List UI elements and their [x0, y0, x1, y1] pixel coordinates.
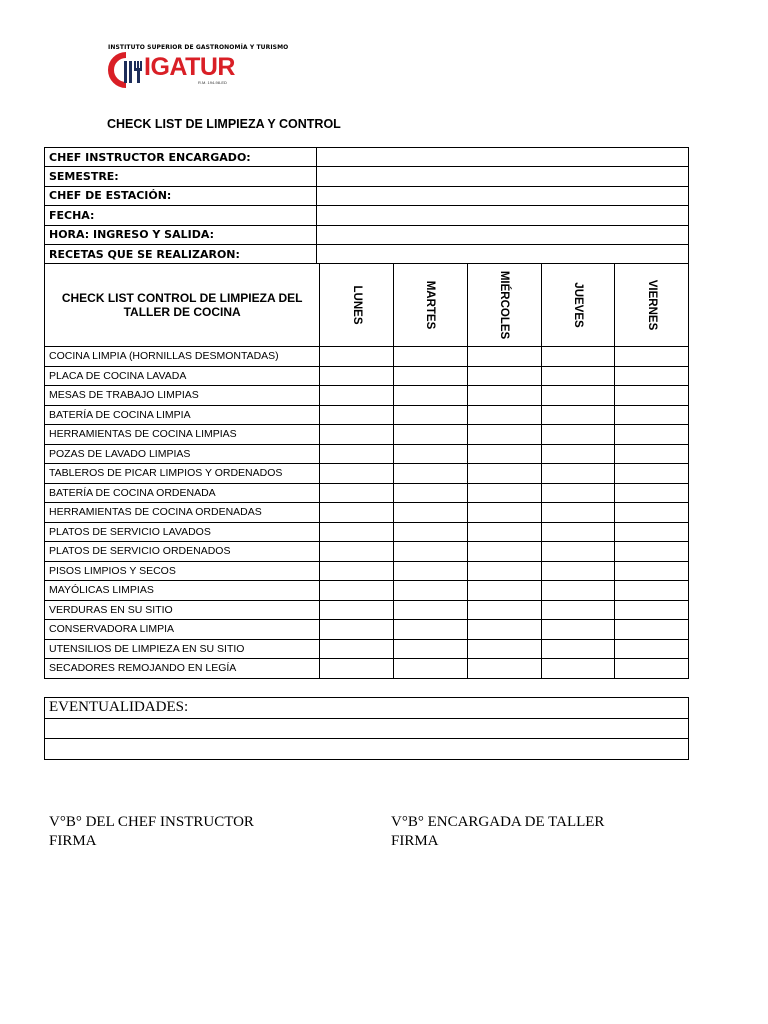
check-cell[interactable] [541, 483, 615, 503]
check-cell[interactable] [615, 405, 689, 425]
checklist-item-label: PLATOS DE SERVICIO LAVADOS [45, 522, 320, 542]
check-cell[interactable] [320, 405, 394, 425]
signature-firma: FIRMA [391, 833, 439, 849]
checklist-row [45, 386, 689, 406]
logo-registration: R.M. 194-98-ED [198, 80, 227, 85]
checklist-row [45, 483, 689, 503]
checklist-row [45, 581, 689, 601]
check-cell[interactable] [320, 600, 394, 620]
check-cell[interactable] [320, 561, 394, 581]
day-header-miercoles [467, 264, 541, 347]
info-value-field[interactable] [317, 244, 689, 263]
check-cell[interactable] [541, 405, 615, 425]
check-cell[interactable] [541, 542, 615, 562]
info-row [45, 148, 689, 167]
info-value-field[interactable] [317, 167, 689, 186]
check-cell[interactable] [320, 425, 394, 445]
check-cell[interactable] [467, 561, 541, 581]
check-cell[interactable] [541, 444, 615, 464]
info-label: CHEF INSTRUCTOR ENCARGADO: [45, 148, 317, 167]
check-cell[interactable] [467, 503, 541, 523]
eventualidades-line-field[interactable] [45, 718, 689, 739]
info-value-field[interactable] [317, 225, 689, 244]
info-label: HORA: INGRESO Y SALIDA: [45, 225, 317, 244]
info-value-field[interactable] [317, 186, 689, 205]
check-cell[interactable] [467, 542, 541, 562]
check-cell[interactable] [615, 620, 689, 640]
info-row [45, 244, 689, 263]
eventualidades-header-row [45, 698, 689, 719]
checklist-row [45, 600, 689, 620]
check-cell[interactable] [394, 425, 468, 445]
checklist-item-label: PLATOS DE SERVICIO ORDENADOS [45, 542, 320, 562]
document-title: CHECK LIST DE LIMPIEZA Y CONTROL [107, 117, 341, 131]
check-cell[interactable] [467, 483, 541, 503]
checklist-header-title: CHECK LIST CONTROL DE LIMPIEZA DEL TALLER DE COCINA [45, 264, 320, 347]
check-cell[interactable] [541, 503, 615, 523]
eventualidades-line-field[interactable] [45, 739, 689, 760]
info-row [45, 206, 689, 225]
check-cell[interactable] [467, 405, 541, 425]
check-cell[interactable] [615, 366, 689, 386]
check-cell[interactable] [394, 483, 468, 503]
check-cell[interactable] [467, 522, 541, 542]
check-cell[interactable] [320, 347, 394, 367]
check-cell[interactable] [615, 581, 689, 601]
checklist-item-label: PISOS LIMPIOS Y SECOS [45, 561, 320, 581]
day-header-lunes [320, 264, 394, 347]
check-cell[interactable] [467, 425, 541, 445]
day-label: MARTES [424, 280, 437, 330]
check-cell[interactable] [467, 620, 541, 640]
check-cell[interactable] [615, 522, 689, 542]
check-cell[interactable] [615, 639, 689, 659]
signature-chef-instructor [49, 813, 254, 851]
check-cell[interactable] [541, 366, 615, 386]
check-cell[interactable] [541, 659, 615, 679]
checklist-item-label: BATERÍA DE COCINA ORDENADA [45, 483, 320, 503]
checklist-row [45, 561, 689, 581]
check-cell[interactable] [615, 542, 689, 562]
check-cell[interactable] [394, 464, 468, 484]
check-cell[interactable] [394, 347, 468, 367]
check-cell[interactable] [394, 503, 468, 523]
check-cell[interactable] [467, 581, 541, 601]
check-cell[interactable] [394, 542, 468, 562]
check-cell[interactable] [615, 561, 689, 581]
checklist-row [45, 425, 689, 445]
check-cell[interactable] [394, 386, 468, 406]
eventualidades-line-row [45, 718, 689, 739]
info-row [45, 167, 689, 186]
check-cell[interactable] [615, 347, 689, 367]
info-label: FECHA: [45, 206, 317, 225]
info-row [45, 186, 689, 205]
check-cell[interactable] [394, 600, 468, 620]
check-cell[interactable] [541, 464, 615, 484]
checklist-row [45, 347, 689, 367]
chef-hat-fork-logo-icon [106, 52, 146, 88]
eventualidades-line-row [45, 739, 689, 760]
checklist-row [45, 659, 689, 679]
check-cell[interactable] [394, 366, 468, 386]
signature-title: V°B° DEL CHEF INSTRUCTOR [49, 814, 254, 830]
checklist-item-label: HERRAMIENTAS DE COCINA ORDENADAS [45, 503, 320, 523]
check-cell[interactable] [320, 639, 394, 659]
checklist-item-label: PLACA DE COCINA LAVADA [45, 366, 320, 386]
day-header-martes [394, 264, 468, 347]
check-cell[interactable] [320, 522, 394, 542]
info-table [44, 147, 689, 264]
check-cell[interactable] [320, 542, 394, 562]
igatur-logo [106, 44, 289, 94]
check-cell[interactable] [541, 620, 615, 640]
check-cell[interactable] [320, 464, 394, 484]
checklist-item-label: COCINA LIMPIA (HORNILLAS DESMONTADAS) [45, 347, 320, 367]
info-value-field[interactable] [317, 206, 689, 225]
check-cell[interactable] [541, 425, 615, 445]
signature-encargada-taller [391, 813, 604, 851]
check-cell[interactable] [394, 620, 468, 640]
check-cell[interactable] [467, 600, 541, 620]
check-cell[interactable] [541, 386, 615, 406]
signature-firma: FIRMA [49, 833, 97, 849]
check-cell[interactable] [320, 386, 394, 406]
eventualidades-label: EVENTUALIDADES: [45, 698, 689, 719]
check-cell[interactable] [394, 522, 468, 542]
check-cell[interactable] [541, 522, 615, 542]
check-cell[interactable] [320, 620, 394, 640]
signature-title: V°B° ENCARGADA DE TALLER [391, 814, 605, 830]
cleaning-checklist-table [44, 263, 689, 679]
check-cell[interactable] [394, 639, 468, 659]
check-cell[interactable] [394, 581, 468, 601]
checklist-item-label: BATERÍA DE COCINA LIMPIA [45, 405, 320, 425]
day-header-jueves [541, 264, 615, 347]
check-cell[interactable] [615, 464, 689, 484]
check-cell[interactable] [320, 483, 394, 503]
day-label: JUEVES [571, 282, 584, 328]
day-header-viernes [615, 264, 689, 347]
info-label: RECETAS QUE SE REALIZARON: [45, 244, 317, 263]
checklist-item-label: CONSERVADORA LIMPIA [45, 620, 320, 640]
check-cell[interactable] [541, 581, 615, 601]
info-row [45, 225, 689, 244]
checklist-row [45, 464, 689, 484]
check-cell[interactable] [615, 444, 689, 464]
check-cell[interactable] [467, 386, 541, 406]
checklist-row [45, 366, 689, 386]
checklist-row [45, 639, 689, 659]
check-cell[interactable] [467, 444, 541, 464]
check-cell[interactable] [320, 503, 394, 523]
info-label: CHEF DE ESTACIÓN: [45, 186, 317, 205]
check-cell[interactable] [541, 639, 615, 659]
check-cell[interactable] [541, 600, 615, 620]
checklist-item-label: MESAS DE TRABAJO LIMPIAS [45, 386, 320, 406]
checklist-row [45, 620, 689, 640]
check-cell[interactable] [320, 444, 394, 464]
check-cell[interactable] [320, 659, 394, 679]
eventualidades-table [44, 697, 689, 760]
day-label: MIÉRCOLES [498, 270, 511, 340]
logo-brand-name: IGATUR [144, 53, 235, 81]
checklist-item-label: SECADORES REMOJANDO EN LEGÍA [45, 659, 320, 679]
check-cell[interactable] [615, 386, 689, 406]
checklist-item-label: HERRAMIENTAS DE COCINA LIMPIAS [45, 425, 320, 445]
checklist-row [45, 522, 689, 542]
checklist-item-label: TABLEROS DE PICAR LIMPIOS Y ORDENADOS [45, 464, 320, 484]
check-cell[interactable] [467, 366, 541, 386]
checklist-header-row [45, 264, 689, 347]
check-cell[interactable] [394, 561, 468, 581]
check-cell[interactable] [394, 405, 468, 425]
check-cell[interactable] [467, 347, 541, 367]
checklist-row [45, 542, 689, 562]
info-value-field[interactable] [317, 148, 689, 167]
check-cell[interactable] [541, 347, 615, 367]
checklist-item-label: POZAS DE LAVADO LIMPIAS [45, 444, 320, 464]
check-cell[interactable] [615, 483, 689, 503]
check-cell[interactable] [467, 659, 541, 679]
check-cell[interactable] [541, 561, 615, 581]
day-label: VIERNES [645, 279, 658, 331]
checklist-row [45, 405, 689, 425]
checklist-row [45, 503, 689, 523]
checklist-item-label: UTENSILIOS DE LIMPIEZA EN SU SITIO [45, 639, 320, 659]
check-cell[interactable] [615, 659, 689, 679]
logo-institute-text: INSTITUTO SUPERIOR DE GASTRONOMÍA Y TURISMO [108, 44, 289, 51]
check-cell[interactable] [467, 464, 541, 484]
check-cell[interactable] [467, 639, 541, 659]
check-cell[interactable] [615, 503, 689, 523]
day-label: LUNES [350, 285, 363, 325]
check-cell[interactable] [615, 425, 689, 445]
check-cell[interactable] [394, 659, 468, 679]
check-cell[interactable] [320, 366, 394, 386]
checklist-item-label: VERDURAS EN SU SITIO [45, 600, 320, 620]
check-cell[interactable] [615, 600, 689, 620]
checklist-row [45, 444, 689, 464]
info-label: SEMESTRE: [45, 167, 317, 186]
check-cell[interactable] [320, 581, 394, 601]
checklist-item-label: MAYÓLICAS LIMPIAS [45, 581, 320, 601]
check-cell[interactable] [394, 444, 468, 464]
